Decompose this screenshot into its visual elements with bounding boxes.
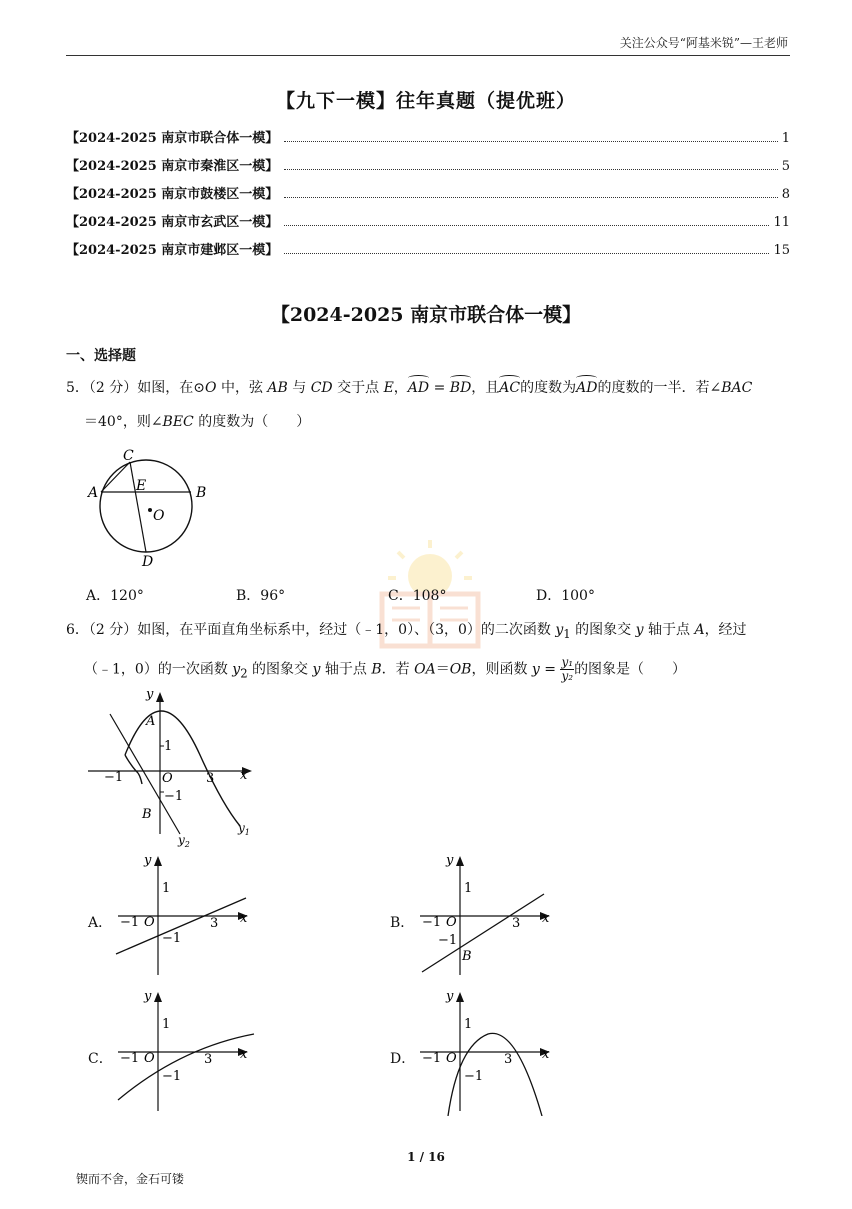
q5-text: 的度数的一半．若∠: [597, 380, 722, 396]
question-number: 5．: [66, 380, 89, 396]
q6-text: y: [555, 622, 564, 638]
question-6-line-1: [66, 620, 747, 644]
q6-text: B: [371, 661, 382, 678]
label-d: D: [142, 554, 154, 570]
axis-label-x: x: [542, 1047, 550, 1062]
origin-label: O: [144, 915, 155, 930]
tick-label: −1: [120, 1051, 140, 1066]
q5-text: AB: [267, 380, 288, 396]
tick-label: −1: [162, 1069, 182, 1084]
label-c: C: [123, 448, 134, 464]
point-a-label: A: [146, 714, 156, 729]
arc-label: AC: [499, 380, 521, 396]
q5-text: 的度数为: [520, 380, 577, 396]
q6-main-graph: [82, 684, 272, 854]
curve-label-sub: 1: [244, 828, 250, 837]
q6-option-a-label[interactable]: A．: [88, 915, 113, 931]
y-axis-arrow-icon: [456, 856, 464, 866]
q5-text: ，: [393, 380, 408, 396]
parabola-y1-tail: [136, 771, 142, 784]
option-curve: [118, 1034, 254, 1100]
option-label: C．: [388, 588, 413, 604]
toc-entry[interactable]: [66, 126, 790, 146]
toc-entry[interactable]: [66, 210, 790, 230]
axis-label-y: y: [144, 853, 152, 868]
tick-label: −1: [104, 770, 124, 785]
toc-entry-title: 【2024-2025 南京市鼓楼区一模】: [66, 187, 279, 202]
toc-entry-page: 11: [773, 215, 790, 230]
q5-text: 与: [287, 380, 311, 396]
option-value: 120°: [110, 588, 144, 604]
fraction-numerator: y₁: [561, 655, 574, 669]
axis-label-x: x: [240, 768, 248, 783]
axis-label-x: x: [542, 911, 550, 926]
q5-text: ＝40°，则∠: [84, 414, 163, 430]
q6-option-c-label[interactable]: C．: [88, 1051, 113, 1067]
chord-cd: [130, 462, 146, 552]
q5-text: =: [429, 380, 450, 396]
question-score: （2 分）: [88, 622, 138, 638]
tick-label: 1: [464, 1017, 473, 1032]
toc-entry-page: 1: [781, 131, 790, 146]
center-point: [148, 508, 152, 512]
q6-option-b-label[interactable]: B．: [390, 915, 415, 931]
circle: [100, 460, 192, 552]
header-divider: [66, 55, 790, 56]
tick-label: −1: [422, 915, 442, 930]
y-axis-arrow-icon: [456, 992, 464, 1002]
toc-entry-title: 【2024-2025 南京市建邺区一模】: [66, 243, 279, 258]
option-label: B．: [236, 588, 261, 604]
q6-text: ，经过: [704, 622, 747, 638]
label-e: E: [136, 478, 147, 494]
tick-label: −1: [438, 933, 458, 948]
curve-label-y1: [237, 821, 250, 837]
q6-text: 轴于点: [320, 661, 372, 678]
fraction: [560, 656, 574, 683]
section-title: 【2024-2025 南京市联合体一模】: [270, 304, 582, 326]
tick-label: 3: [204, 1052, 213, 1067]
curve-label-sub: 2: [184, 840, 190, 849]
toc-entry[interactable]: [66, 182, 790, 202]
toc-entry-page: 15: [773, 243, 790, 258]
axis-label-x: x: [240, 1047, 248, 1062]
curve-label-text: y: [238, 821, 245, 835]
label-b: B: [196, 485, 207, 501]
q6-text: 2: [240, 666, 248, 681]
q5-text: 中，弦: [216, 380, 268, 396]
toc-leader: [284, 225, 769, 226]
tick-label: −1: [164, 789, 184, 804]
q6-text: 如图，在平面直角坐标系中，经过（﹣1，0）、（3，0）的二次函数: [137, 622, 556, 638]
curve-label-y2: [177, 833, 190, 849]
tick-label: 1: [164, 739, 173, 754]
option-value: 108°: [412, 588, 447, 604]
q6-option-d-graph[interactable]: [412, 986, 592, 1116]
option-c[interactable]: [388, 585, 446, 605]
toc-entry[interactable]: [66, 238, 790, 258]
header-text: 关注公众号“阿基米锐”—王老师: [619, 36, 788, 50]
q6-text: A: [694, 622, 705, 638]
q6-text: y: [232, 661, 241, 678]
axis-label-y: y: [146, 687, 154, 702]
q6-option-b-graph[interactable]: [412, 850, 592, 980]
origin-label: O: [446, 915, 457, 930]
label-a: A: [88, 485, 99, 501]
tick-label: −1: [120, 915, 140, 930]
q5-text: 的度数为（ ）: [193, 414, 311, 430]
tick-label: −1: [464, 1069, 484, 1084]
tick-label: 3: [504, 1052, 513, 1067]
toc-entry-title: 【2024-2025 南京市玄武区一模】: [66, 215, 279, 230]
arc-label: AD: [407, 380, 430, 396]
q6-text: y: [312, 661, 321, 678]
y-axis-arrow-icon: [154, 856, 162, 866]
origin-label: O: [446, 1051, 457, 1066]
page-number: 1 / 16: [407, 1150, 445, 1164]
option-a[interactable]: [86, 585, 144, 605]
fraction-denominator: y₂: [561, 669, 574, 683]
question-number: 6．: [66, 622, 89, 638]
q5-text: BEC: [162, 414, 194, 430]
q6-text: =: [539, 661, 561, 678]
q6-option-d-label[interactable]: D．: [390, 1051, 416, 1067]
q5-text: O: [205, 380, 217, 396]
chord-ac: [101, 462, 130, 492]
curve-label-text: y: [178, 833, 185, 847]
part-title: 一、选择题: [66, 348, 136, 364]
origin-label: O: [162, 771, 173, 786]
toc-entry[interactable]: [66, 154, 790, 174]
q6-text: 的图象交: [570, 622, 636, 638]
axis-label-x: x: [240, 911, 248, 926]
q6-option-a-graph[interactable]: [110, 850, 290, 980]
q6-text: 轴于点: [643, 622, 695, 638]
axis-label-y: y: [144, 989, 152, 1004]
q5-circle-figure: [82, 444, 222, 574]
tick-label: 1: [162, 881, 171, 896]
question-score: （2 分）: [88, 380, 138, 396]
q6-text: OA: [414, 661, 436, 678]
axis-label-y: y: [446, 989, 454, 1004]
tick-label: 1: [464, 881, 473, 896]
q6-text: ，则函数: [471, 661, 532, 678]
tick-label: 3: [210, 916, 219, 931]
tick-label: 3: [206, 771, 215, 786]
toc-leader: [284, 169, 777, 170]
q5-text: BAC: [721, 380, 753, 396]
footer-motto: 锲而不舍，金石可镂: [76, 1172, 185, 1186]
label-o: O: [153, 508, 165, 524]
axis-label-y: y: [446, 853, 454, 868]
q6-text: 的图象交: [247, 661, 313, 678]
q6-text: y: [531, 661, 540, 678]
point-b-label: B: [142, 807, 152, 822]
arc-label: BD: [449, 380, 472, 396]
q5-text: 交于点: [332, 380, 384, 396]
arc-label: AD: [576, 380, 598, 396]
question-5-line-2: [84, 412, 310, 432]
q5-text: CD: [310, 380, 333, 396]
q5-text: 如图，在⊙: [137, 380, 206, 396]
q6-option-c-graph[interactable]: [110, 986, 290, 1116]
toc-entry-title: 【2024-2025 南京市秦淮区一模】: [66, 159, 279, 174]
q6-text: ．若: [381, 661, 415, 678]
q6-text: y: [635, 622, 644, 638]
toc-leader: [284, 253, 769, 254]
q5-text: ，且: [471, 380, 500, 396]
toc-entry-page: 8: [781, 187, 790, 202]
option-b[interactable]: [236, 585, 285, 605]
option-value: 96°: [260, 588, 286, 604]
doc-title: 【九下一模】往年真题（提优班）: [275, 90, 576, 112]
option-d[interactable]: [536, 585, 595, 605]
tick-label: 1: [162, 1017, 171, 1032]
q6-text: ＝: [435, 661, 450, 678]
question-6-line-2: [84, 656, 686, 683]
option-label: D．: [536, 588, 562, 604]
tick-label: −1: [422, 1051, 442, 1066]
option-label: A．: [86, 588, 111, 604]
toc-leader: [284, 141, 777, 142]
q6-text: 1: [563, 626, 571, 641]
point-b-label: B: [462, 949, 472, 964]
tick-label: −1: [162, 931, 182, 946]
q5-text: E: [383, 380, 394, 396]
q6-text: （﹣1，0）的一次函数: [84, 661, 233, 678]
question-5-line-1: [66, 378, 752, 398]
y-axis-arrow-icon: [156, 692, 164, 702]
toc-leader: [284, 197, 777, 198]
q6-text: OB: [449, 661, 472, 678]
q6-text: 的图象是（ ）: [574, 661, 687, 678]
option-value: 100°: [561, 588, 595, 604]
tick-label: 3: [512, 916, 521, 931]
y-axis-arrow-icon: [154, 992, 162, 1002]
parabola-y1-left: [125, 755, 136, 771]
toc-entry-page: 5: [781, 159, 790, 174]
toc-entry-title: 【2024-2025 南京市联合体一模】: [66, 131, 279, 146]
origin-label: O: [144, 1051, 155, 1066]
option-curve: [448, 1033, 542, 1116]
